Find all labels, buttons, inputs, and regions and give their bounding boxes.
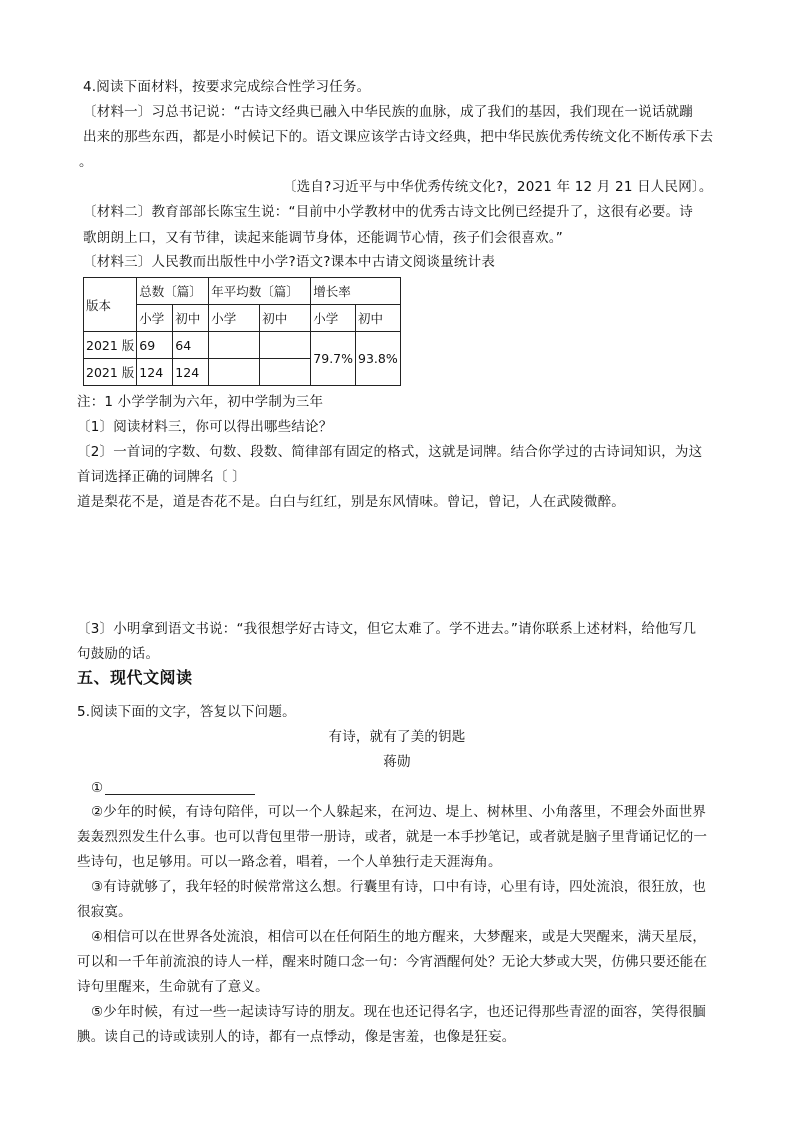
table-subheader: 初中 (356, 305, 401, 332)
paragraph-2-line-2: 轰轰烈烈发生什么事。也可以背包里带一册诗，或者，就是一本手抄笔记，或者就是脑子里背诵记忆的一 (77, 829, 708, 845)
statistics-table (83, 277, 401, 386)
paragraph-2-line-1: ②少年的时候，有诗句陪伴，可以一个人躲起来，在河边、堤上、树林里、小角落里，不理会外面世界 (91, 804, 707, 820)
table-subheader: 小学 (137, 305, 173, 332)
table-subheader: 小学 (209, 305, 260, 332)
table-cell (209, 332, 260, 359)
sub-question-2-line-2: 首词选择正确的词牌名〔 〕 (77, 469, 246, 485)
table-cell (260, 359, 311, 386)
table-cell-growth-junior: 93.8% (356, 332, 401, 386)
paragraph-4-line-3: 诗句里醒来，生命就有了意义。 (77, 979, 269, 995)
sub-question-3-line-1: 〔3〕小明拿到语文书说：“我很想学好古诗文，但它太难了。学不进去。”请你联系上述材料，给他写几 (77, 621, 697, 637)
table-row (84, 332, 401, 359)
material-3-title: 〔材料三〕人民教而出版性中小学?语文?课本中古请文阅谈量统计表 (83, 254, 496, 270)
paragraph-1-number: ① (91, 780, 104, 796)
table-cell-version: 2021 版 (84, 332, 137, 359)
paragraph-3-line-2: 很寂寞。 (77, 904, 132, 920)
paragraph-3-line-1: ③有诗就够了，我年轻的时候常常这么想。行囊里有诗，口中有诗，心里有诗，四处流浪，很狂放，也 (91, 879, 707, 895)
sub-question-1: 〔1〕阅读材料三，你可以得出哪些结论？ (77, 419, 333, 435)
material-2-line-1: 〔材料二〕教育部部长陈宝生说：“目前中小学教材中的优秀古诗文比例已经提升了，这很有必要。诗 (83, 204, 693, 220)
table-cell: 124 (137, 359, 173, 386)
table-header-growth: 增长率 (311, 278, 400, 305)
poem-text: 道是梨花不是，道是杏花不是。白白与红红，别是东风情味。曾记，曾记，人在武陵微醉。 (77, 494, 625, 510)
question-4-title: 4.阅读下面材料，按要求完成综合性学习任务。 (83, 79, 371, 95)
paragraph-1 (91, 779, 255, 797)
answer-blank[interactable] (105, 780, 255, 795)
table-cell (260, 332, 311, 359)
sub-question-2-line-1: 〔2〕一首词的字数、句数、段数、简律部有固定的格式，这就是词牌。结合你学过的古诗词知识，为这 (77, 444, 703, 460)
question-5-title: 5.阅读下面的文字，答复以下问题。 (77, 704, 296, 720)
material-1-line-2: 出来的那些东西，都是小时候记下的。语文课应该学古诗文经典，把中华民族优秀传统文化不断传承下去 (83, 129, 714, 145)
paragraph-4-line-2: 可以和一千年前流浪的诗人一样，醒来时随口念一句：今宵酒醒何处？无论大梦或大哭，仿佛只要还能在 (77, 954, 708, 970)
table-cell-version: 2021 版 (84, 359, 137, 386)
material-1-line-3: 。 (79, 154, 93, 170)
table-subheader: 小学 (311, 305, 356, 332)
material-2-line-2: 歌朗朗上口，又有节律，读起来能调节身体，还能调节心情，孩子们会很喜欢。” (83, 230, 563, 246)
material-1-line-1: 〔材料一〕习总书记说：“古诗文经典已融入中华民族的血脉，成了我们的基因，我们现在一说话就蹦 (83, 104, 693, 120)
material-1-source: 〔选自?习近平与中华优秀传统文化?，2021 年 12 月 21 日人民网〕。 (283, 179, 713, 195)
table-cell-growth-primary: 79.7% (311, 332, 356, 386)
table-subheader: 初中 (260, 305, 311, 332)
table-cell: 64 (173, 332, 209, 359)
article-author: 蒋勋 (383, 754, 411, 770)
article-title: 有诗，就有了美的钥匙 (328, 729, 466, 745)
table-cell: 69 (137, 332, 173, 359)
paragraph-5-line-1: ⑤少年时候，有过一些一起读诗写诗的朋友。现在也还记得名字，也还记得那些青涩的面容，笑得很腼 (91, 1004, 707, 1020)
table-cell (209, 359, 260, 386)
table-header-average: 年平均数〔篇〕 (209, 278, 311, 305)
table-header-version: 版本 (84, 278, 137, 332)
paragraph-5-line-2: 腆。读自己的诗或读别人的诗，都有一点悸动，像是害羞，也像是狂妄。 (77, 1029, 516, 1045)
table-header-total: 总数〔篇〕 (137, 278, 209, 305)
table-note: 注：1 小学学制为六年，初中学制为三年 (77, 394, 324, 410)
table-cell: 124 (173, 359, 209, 386)
section-heading: 五、现代文阅读 (77, 668, 193, 687)
table-subheader: 初中 (173, 305, 209, 332)
paragraph-2-line-3: 些诗句，也足够用。可以一路念着，唱着，一个人单独行走天涯海角。 (77, 854, 502, 870)
sub-question-3-line-2: 句鼓励的话。 (77, 646, 160, 662)
paragraph-4-line-1: ④相信可以在世界各处流浪，相信可以在任何陌生的地方醒来，大梦醒来，或是大哭醒来，满天星辰， (91, 929, 707, 945)
